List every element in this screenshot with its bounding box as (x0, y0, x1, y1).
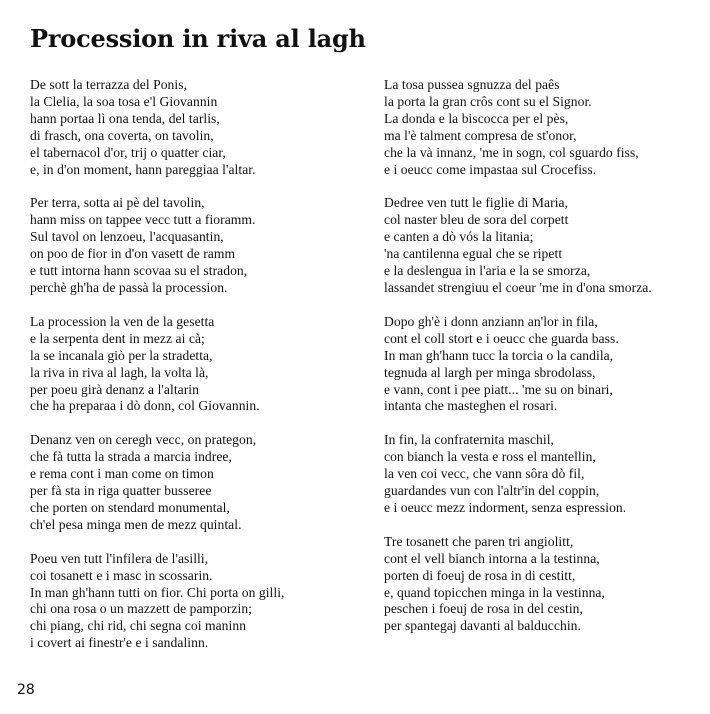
verse-line: intanta che masteghen el rosari. (384, 398, 558, 414)
verse-line: guardandes vun con l'altr'in del coppin, (384, 483, 600, 499)
stanza (384, 432, 704, 517)
verse-line: ma l'è talment compresa de st'onor, (384, 127, 577, 143)
verse-line: Poeu ven tutt l'infilera de l'asilli, (30, 550, 209, 566)
verse-line: col naster bleu de sora del corpett (384, 212, 569, 228)
right-column (384, 77, 704, 652)
stanza (30, 77, 370, 178)
verse-line: con bianch la vesta e ross el mantellin, (384, 449, 596, 465)
page-title: Procession in riva al lagh (30, 24, 366, 53)
verse-line: la ven coi vecc, che vann sôra dò fil, (384, 466, 585, 482)
verse-line: In man gh'hann tutti on fior. Chi porta on gilli, (30, 584, 285, 600)
verse-line: el tabernacol d'or, trij o quatter ciar, (30, 144, 226, 160)
verse-line: la se incanala giò per la stradetta, (30, 347, 213, 363)
verse-line: La donda e la biscocca per el pès, (384, 110, 569, 126)
verse-line: In man gh'hann tucc la torcia o la candila, (384, 347, 614, 363)
verse-line: on poo de fior in d'on vasett de ramm (30, 246, 236, 262)
verse-line: Tre tosanett che paren tri angiolitt, (384, 533, 574, 549)
verse-line: e rema cont i man come on timon (30, 466, 214, 482)
verse-line: e la serpenta dent in mezz ai cà; (30, 330, 205, 346)
verse-line: chi ona rosa o un mazzett de pamporzin; (30, 601, 253, 617)
verse-line: per spantegaj davanti al balducchin. (384, 618, 581, 634)
stanza (384, 534, 704, 635)
stanza (384, 195, 704, 296)
stanza (30, 432, 370, 533)
verse-line: La tosa pussea sgnuzza del paês (384, 77, 560, 92)
verse-line: porten di foeuj de rosa in di cestitt, (384, 567, 576, 583)
verse-line: la riva in riva al lagh, la volta là, (30, 364, 209, 380)
verse-line: Sul tavol on lenzoeu, l'acquasantin, (30, 229, 224, 245)
verse-line: chi piang, chi rid, chi segna coi maninn (30, 618, 247, 634)
verse-line: e vann, cont i pee piatt... 'me su on binari, (384, 381, 613, 397)
left-column (30, 77, 370, 669)
verse-line: coi tosanett e i masc in scossarin. (30, 567, 213, 583)
verse-line: e la deslengua in l'aria e la se smorza, (384, 263, 591, 279)
verse-line: per fà sta in riga quatter busseree (30, 483, 212, 499)
verse-line: e, quand topicchen minga in la vestinna, (384, 584, 605, 600)
verse-line: hann miss on tappee vecc tutt a fioramm. (30, 212, 256, 228)
verse-line: Per terra, sotta ai pè del tavolin, (30, 195, 205, 211)
verse-line: che porten on stendard monumental, (30, 499, 230, 515)
verse-line: e i oeucc mezz indorment, senza espression. (384, 499, 627, 515)
verse-line: Dedree ven tutt le figlie di Maria, (384, 195, 569, 211)
verse-line: e i oeucc come impastaa sul Crocefiss. (384, 161, 597, 177)
verse-line: che fà tutta la strada a marcia indree, (30, 449, 232, 465)
verse-line: Dopo gh'è i donn anziann an'lor in fila, (384, 313, 598, 329)
verse-line: 'na cantilenna egual che se ripett (384, 246, 563, 262)
verse-line: cont el coll stort e i oeucc che guarda bass. (384, 330, 619, 346)
verse-line: e, in d'on moment, hann pareggiaa l'altar. (30, 161, 256, 177)
stanza (384, 77, 704, 178)
verse-line: e tutt intorna hann scovaa su el stradon, (30, 263, 248, 279)
stanza (30, 551, 370, 652)
verse-line: la Clelia, la soa tosa e'l Giovannin (30, 93, 218, 109)
verse-line: la porta la gran crôs cont su el Signor. (384, 93, 592, 109)
page-number: 28 (17, 682, 35, 698)
stanza (30, 195, 370, 296)
verse-line: che ha preparaa i dò donn, col Giovannin. (30, 398, 260, 414)
verse-line: cont el vell bianch intorna a la testinna, (384, 550, 600, 566)
verse-line: In fin, la confraternita maschil, (384, 432, 554, 448)
verse-line: perchè gh'ha de passà la procession. (30, 279, 228, 295)
verse-line: di frasch, ona coverta, on tavolin, (30, 127, 214, 143)
verse-line: che la và innanz, 'me in sogn, col sguardo fiss, (384, 144, 639, 160)
verse-line: tegnuda al largh per minga sbrodolass, (384, 364, 596, 380)
verse-line: lassandet strengiuu el coeur 'me in d'ona smorza. (384, 279, 652, 295)
stanza (384, 314, 704, 415)
verse-line: Denanz ven on ceregh vecc, on prategon, (30, 432, 257, 448)
verse-line: De sott la terrazza del Ponis, (30, 77, 188, 92)
verse-line: ch'el pesa minga men de mezz quintal. (30, 516, 242, 532)
verse-line: hann portaa lì ona tenda, del tarlis, (30, 110, 220, 126)
verse-line: e canten a dò vós la litania; (384, 229, 534, 245)
verse-line: La procession la ven de la gesetta (30, 313, 215, 329)
verse-line: peschen i foeuj de rosa in del cestin, (384, 601, 583, 617)
stanza (30, 314, 370, 415)
verse-line: i covert ai finestr'e e i sandalinn. (30, 635, 209, 651)
verse-line: per poeu girà denanz a l'altarin (30, 381, 199, 397)
